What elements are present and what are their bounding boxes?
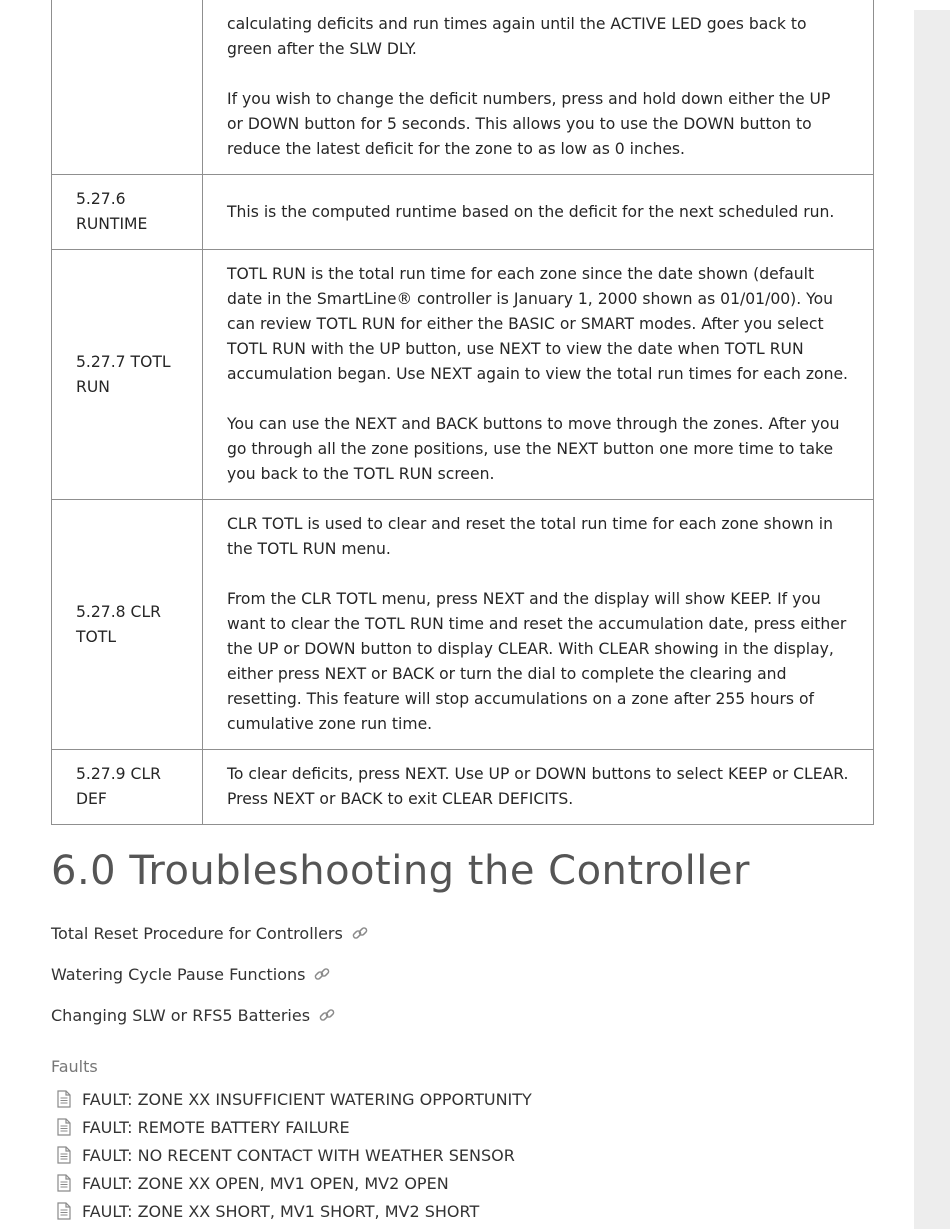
row-description [203, 250, 874, 500]
row-paragraph: You can use the NEXT and BACK buttons to move through the zones. After you go through all the zone positions, use the NEXT button one more time to take you back to the TOTL RUN screen. [227, 415, 840, 483]
fault-link-label[interactable]: FAULT: ZONE XX OPEN, MV1 OPEN, MV2 OPEN [82, 1173, 449, 1193]
main-content [51, 0, 874, 1225]
row-description [203, 0, 874, 175]
faults-list [51, 1085, 874, 1225]
document-icon [56, 1146, 72, 1164]
row-description [203, 750, 874, 825]
link-icon [318, 1006, 336, 1024]
row-paragraph: If you wish to change the deficit numbers, press and hold down either the UP or DOWN button for 5 seconds. This allows you to use the DOWN button to reduce the latest deficit for the zone to as low as 0 inches. [227, 90, 831, 158]
row-paragraph: This is the computed runtime based on the deficit for the next scheduled run. [227, 202, 835, 221]
list-item[interactable] [51, 1197, 874, 1225]
table-row [52, 175, 874, 250]
fault-link-label[interactable]: FAULT: ZONE XX INSUFFICIENT WATERING OPPORTUNITY [82, 1089, 532, 1109]
section-title: 6.0 Troubleshooting the Controller [51, 848, 750, 894]
table-row [52, 0, 874, 175]
row-description [203, 175, 874, 250]
scrollbar-track[interactable] [914, 10, 950, 1229]
row-key: 5.27.9 CLR DEF [52, 750, 203, 825]
document-icon [56, 1174, 72, 1192]
table-row [52, 500, 874, 750]
row-key: 5.27.8 CLR TOTL [52, 500, 203, 750]
fault-link-label[interactable]: FAULT: NO RECENT CONTACT WITH WEATHER SENSOR [82, 1145, 515, 1165]
list-item[interactable] [51, 1169, 874, 1197]
row-paragraph: TOTL RUN is the total run time for each zone since the date shown (default date in the SmartLine® controller is January 1, 2000 shown as 01/01/00). You can review TOTL RUN for either the BASIC or SMART modes. After you select TOTL RUN with the UP button, use NEXT to view the date when TOTL RUN accumulation began. Use NEXT again to view the total run times for each zone. [227, 265, 849, 383]
link-icon [351, 924, 369, 942]
article-link-label[interactable]: Total Reset Procedure for Controllers [51, 923, 343, 943]
list-item[interactable] [51, 1085, 874, 1113]
article-link-total-reset[interactable] [51, 919, 874, 947]
article-link-pause-functions[interactable] [51, 960, 874, 988]
row-paragraph: calculating deficits and run times again until the ACTIVE LED goes back to green after the SLW DLY. [227, 15, 807, 58]
document-icon [56, 1202, 72, 1220]
faults-heading: Faults [51, 1057, 98, 1076]
row-paragraph: From the CLR TOTL menu, press NEXT and the display will show KEEP. If you want to clear the TOTL RUN time and reset the accumulation date, press either the UP or DOWN button to display CLEAR. With CLEAR showing in the display, either press NEXT or BACK or turn the dial to complete the clearing and resetting. This feature will stop accumulations on a zone after 255 hours of cumulative zone run time. [227, 590, 847, 733]
row-key [52, 0, 203, 175]
row-paragraph: To clear deficits, press NEXT. Use UP or DOWN buttons to select KEEP or CLEAR. Press NEXT or BACK to exit CLEAR DEFICITS. [227, 765, 849, 808]
row-description [203, 500, 874, 750]
table-row [52, 250, 874, 500]
document-icon [56, 1090, 72, 1108]
row-key: 5.27.7 TOTL RUN [52, 250, 203, 500]
row-key: 5.27.6 RUNTIME [52, 175, 203, 250]
table-row [52, 750, 874, 825]
list-item[interactable] [51, 1113, 874, 1141]
row-paragraph: CLR TOTL is used to clear and reset the total run time for each zone shown in the TOTL RUN menu. [227, 515, 833, 558]
settings-table [51, 0, 874, 825]
fault-link-label[interactable]: FAULT: REMOTE BATTERY FAILURE [82, 1117, 350, 1137]
list-item[interactable] [51, 1141, 874, 1169]
article-link-batteries[interactable] [51, 1001, 874, 1029]
article-link-label[interactable]: Watering Cycle Pause Functions [51, 964, 306, 984]
article-link-label[interactable]: Changing SLW or RFS5 Batteries [51, 1005, 311, 1025]
document-icon [56, 1118, 72, 1136]
link-icon [313, 965, 331, 983]
fault-link-label[interactable]: FAULT: ZONE XX SHORT, MV1 SHORT, MV2 SHORT [82, 1201, 480, 1221]
